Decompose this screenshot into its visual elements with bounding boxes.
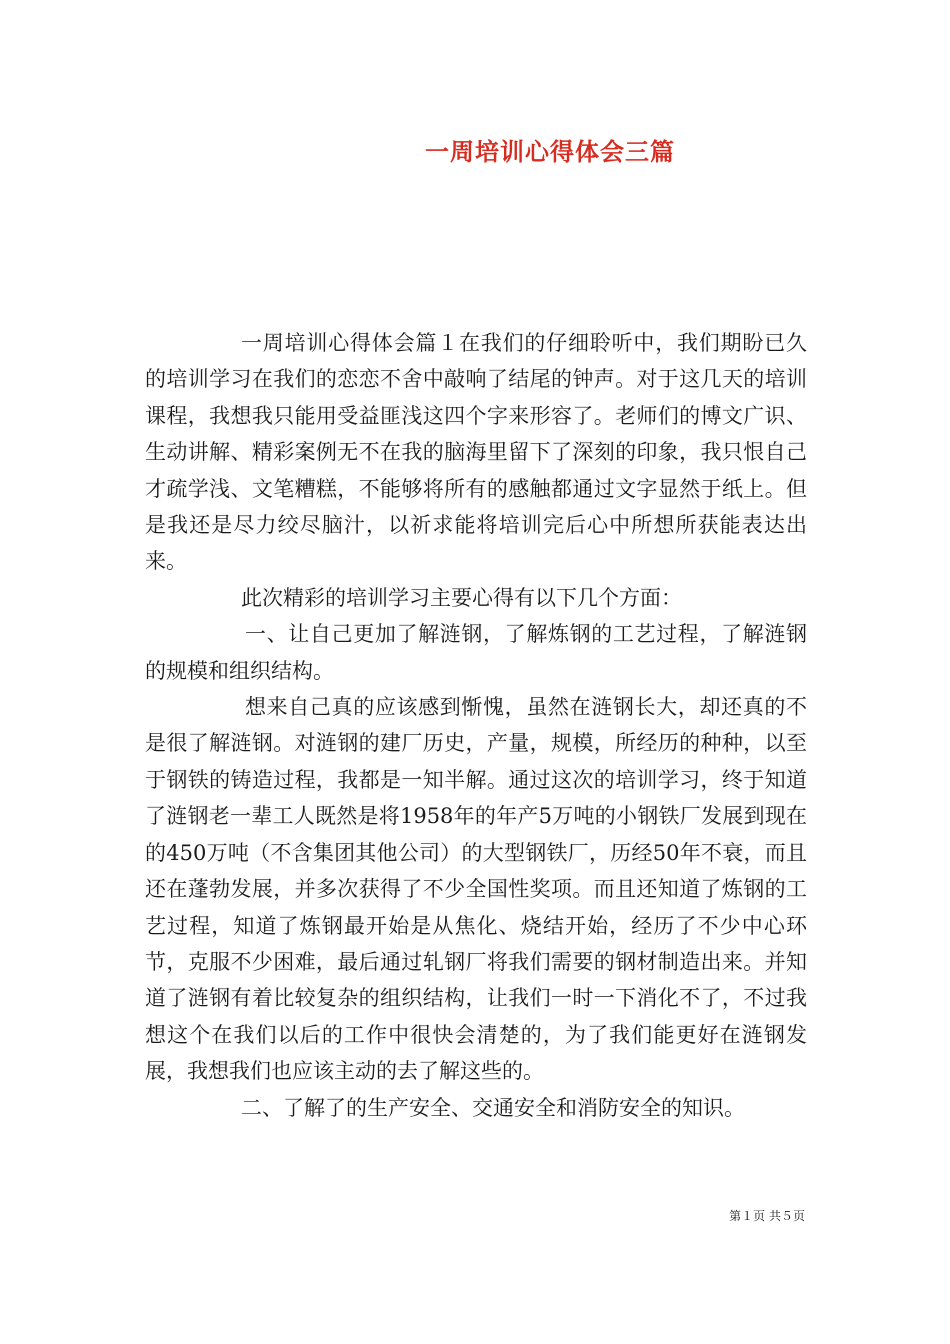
paragraph-intro: 一周培训心得体会篇１在我们的仔细聆听中，我们期盼已久的培训学习在我们的恋恋不舍中敲响了结尾的钟声。对于这几天的培训课程，我想我只能用受益匪浅这四个字来形容了。老师们的博文广识、生动讲解、精彩案例无不在我的脑海里留下了深刻的印象，我只恨自己才疏学浅、文笔糟糕，不能够将所有的感触都通过文字显然于纸上。但是我还是尽力绞尽脑汁，以祈求能将培训完后心中所想所获能表达出来。	[145, 331, 807, 574]
paragraph-summary: 此次精彩的培训学习主要心得有以下几个方面：	[241, 585, 682, 610]
document-body	[145, 325, 807, 1126]
page-number: 第１页 共５页	[729, 1209, 805, 1223]
paragraph-point-one-detail: 想来自己真的应该感到惭愧，虽然在涟钢长大，却还真的不是很了解涟钢。对涟钢的建厂历史，产量，规模，所经历的种种，以至于钢铁的铸造过程，我都是一知半解。通过这次的培训学习，终于知道了涟钢老一辈工人既然是将1958年的年产5万吨的小钢铁厂发展到现在的450万吨（不含集团其他公司）的大型钢铁厂，历经50年不衰，而且还在蓬勃发展，并多次获得了不少全国性奖项。而且还知道了炼钢的工艺过程，知道了炼钢最开始是从焦化、烧结开始，经历了不少中心环节，克服不少困难，最后通过轧钢厂将我们需要的钢材制造出来。并知道了涟钢有着比较复杂的组织结构，让我们一时一下消化不了，不过我想这个在我们以后的工作中很快会清楚的，为了我们能更好在涟钢发展，我想我们也应该主动的去了解这些的。	[145, 695, 807, 1084]
page-title: 一周培训心得体会三篇	[425, 137, 675, 166]
paragraph-point-two: 二、了解了的生产安全、交通安全和消防安全的知识。	[241, 1095, 745, 1120]
paragraph-point-one: 一、让自己更加了解涟钢，了解炼钢的工艺过程，了解涟钢的规模和组织结构。	[145, 622, 807, 683]
